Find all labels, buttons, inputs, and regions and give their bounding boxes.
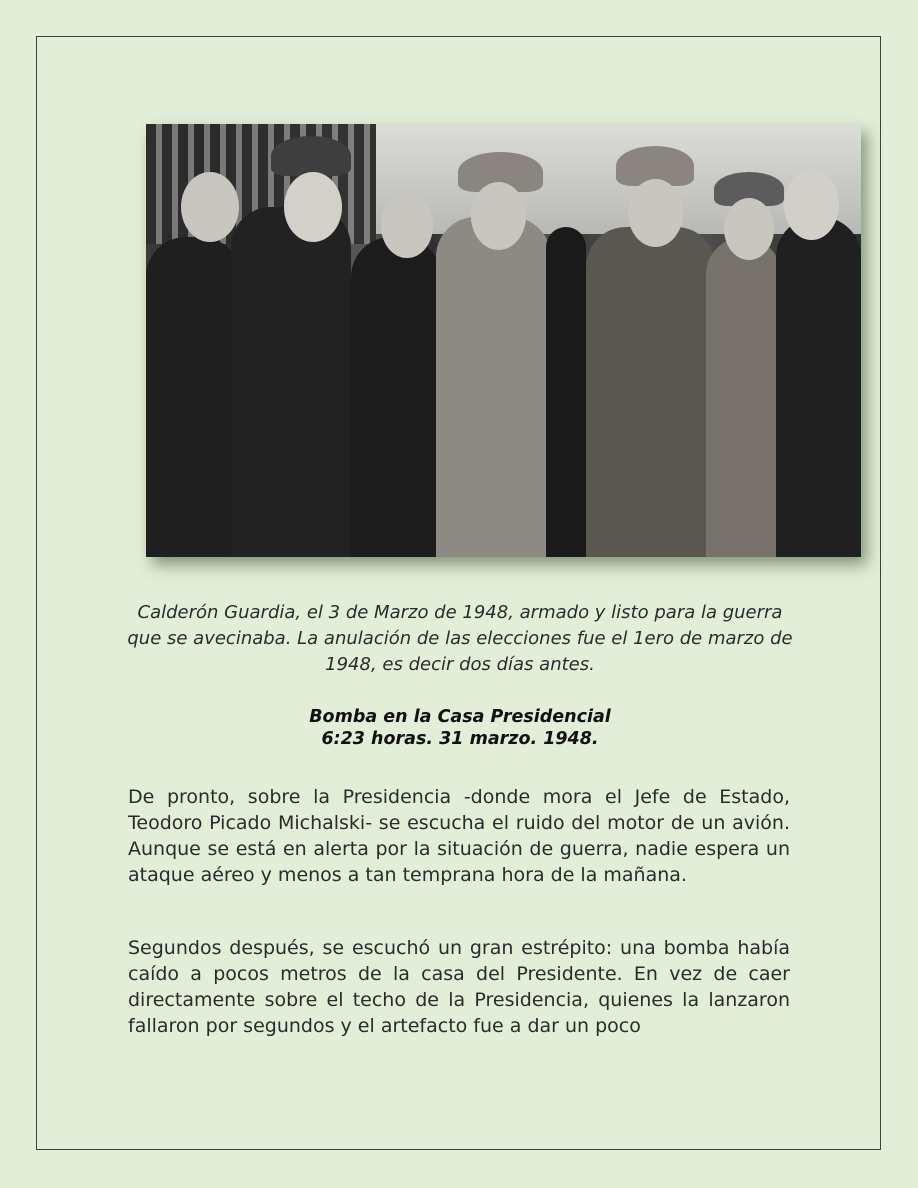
photo-person-head bbox=[628, 179, 683, 247]
photo-person-head bbox=[471, 182, 526, 250]
historical-group-photo bbox=[146, 124, 861, 557]
photo-person bbox=[351, 237, 441, 557]
photo-person-head bbox=[724, 198, 774, 260]
photo-person bbox=[546, 227, 586, 557]
photo-person bbox=[776, 217, 861, 557]
photo-person-hat bbox=[271, 136, 351, 176]
photo-person bbox=[586, 227, 716, 557]
photo-person bbox=[706, 237, 781, 557]
photo-person-head bbox=[284, 172, 342, 242]
body-paragraph: Segundos después, se escuchó un gran estrépito: una bomba había caído a pocos metros de la casa del Presidente. En vez de caer directamente sobre el techo de la Presidencia, quienes la lanzaron fallaron por segundos y el artefacto fue a dar un poco bbox=[128, 937, 790, 1037]
photo-person-head bbox=[181, 172, 239, 242]
photo-person bbox=[146, 237, 241, 557]
photo-person bbox=[231, 207, 351, 557]
section-heading bbox=[120, 706, 800, 750]
photo-person bbox=[436, 217, 551, 557]
photo-caption: Calderón Guardia, el 3 de Marzo de 1948, armado y listo para la guerra que se avecinaba. La anulación de las elecciones fue el 1ero de marzo de 1948, es decir dos días antes. bbox=[127, 602, 793, 675]
photo-person-head bbox=[381, 194, 433, 258]
photo-person-head bbox=[784, 170, 839, 240]
body-paragraph: De pronto, sobre la Presidencia -donde mora el Jefe de Estado, Teodoro Picado Michalski- se escucha el ruido del motor de un avión. Aunque se está en alerta por la situación de guerra, nadie espera un ataque aéreo y menos a tan temprana hora de la mañana. bbox=[128, 786, 790, 886]
section-subtitle: 6:23 horas. 31 marzo. 1948. bbox=[321, 729, 599, 749]
section-title: Bomba en la Casa Presidencial bbox=[309, 707, 611, 727]
